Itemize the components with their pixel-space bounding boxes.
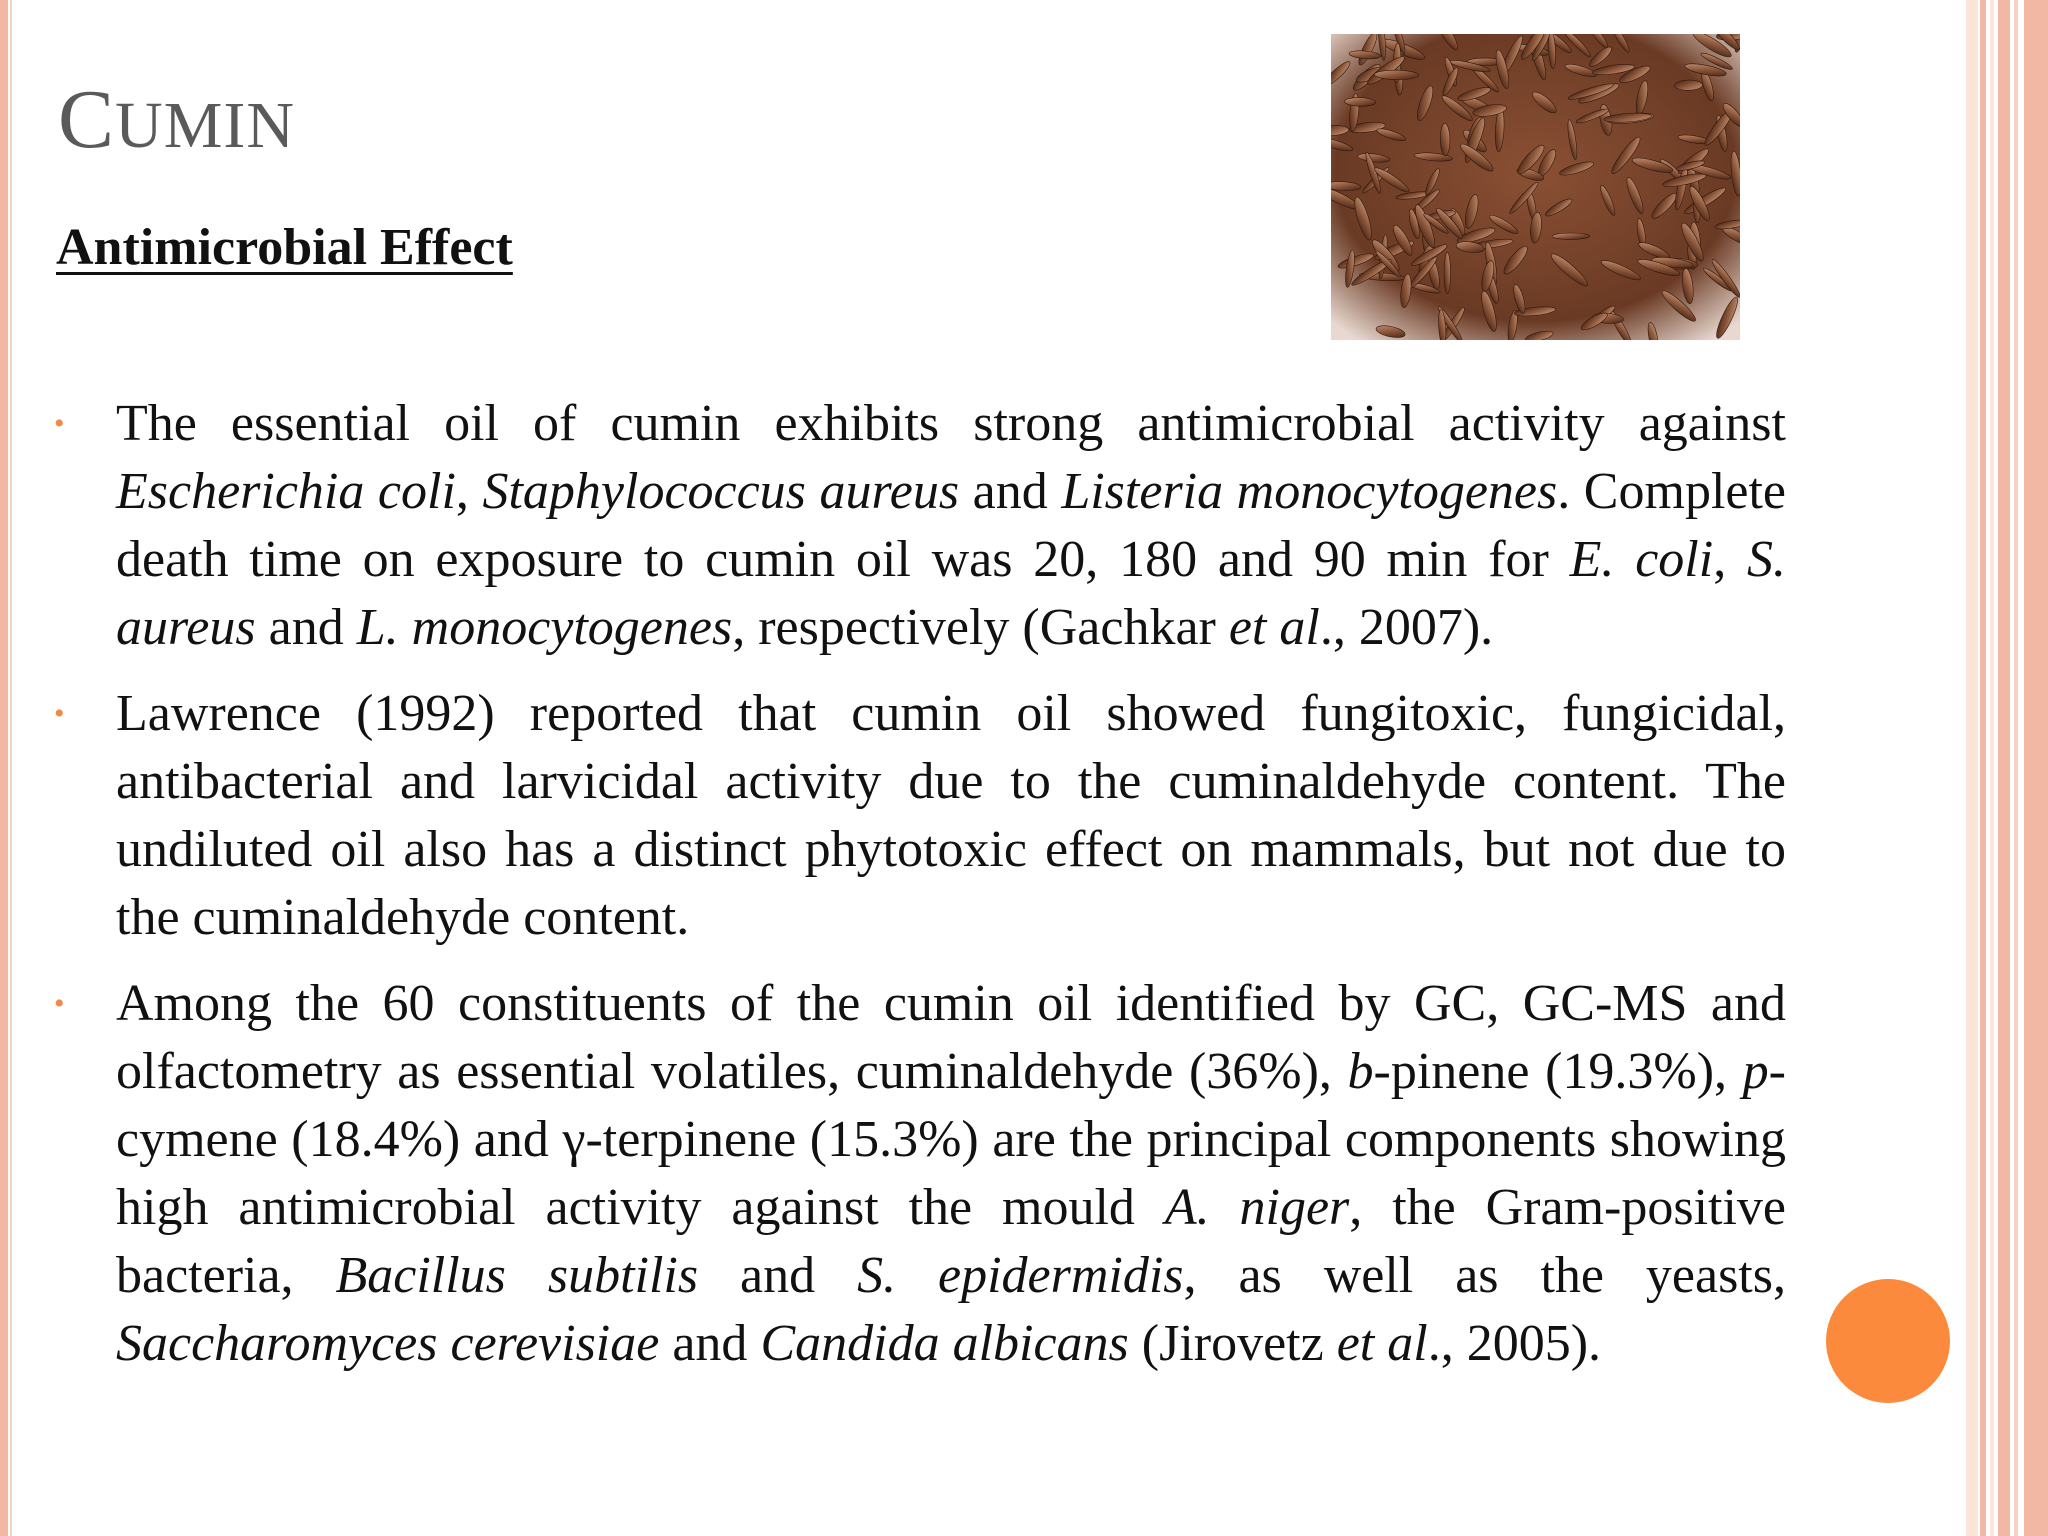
italic-text: b	[1347, 1043, 1374, 1100]
body-text: ., 2005).	[1427, 1315, 1602, 1372]
body-text: . Complete death time on exposure to cumin oil was 20, 180 and 90 min for	[116, 463, 1786, 588]
bullet-list	[0, 390, 1800, 1396]
cumin-seeds-image	[1331, 34, 1740, 340]
body-text: ,	[455, 463, 483, 520]
italic-text: p	[1742, 1043, 1769, 1100]
italic-text: S. aureus	[116, 531, 1786, 656]
italic-text: S. epidermidis	[857, 1247, 1184, 1304]
body-text: ,	[1713, 531, 1747, 588]
bullet-marker: •	[54, 987, 65, 1020]
body-text: and	[698, 1247, 858, 1304]
bullet-item	[54, 680, 1786, 952]
italic-text: et al	[1336, 1315, 1428, 1372]
italic-text: Staphylococcus aureus	[482, 463, 960, 520]
right-border-stripe	[1990, 0, 1994, 1536]
bullet-item	[54, 970, 1787, 1378]
bullet-marker: •	[54, 697, 65, 730]
italic-text: E. coli	[1569, 531, 1714, 588]
italic-text: Bacillus subtilis	[335, 1247, 699, 1304]
right-border-stripe	[2024, 0, 2048, 1536]
slide-title-initial: C	[58, 73, 116, 166]
italic-text: Escherichia coli	[116, 463, 456, 520]
slide-subtitle: Antimicrobial Effect	[56, 219, 513, 276]
italic-text: Listeria monocytogenes	[1061, 463, 1558, 520]
body-text: (Jirovetz	[1128, 1315, 1337, 1372]
bullet-marker: •	[54, 407, 65, 440]
right-border-stripe	[2014, 0, 2018, 1536]
body-text: and	[255, 599, 357, 656]
slide-title	[58, 73, 296, 166]
right-border-stripe	[1998, 0, 2010, 1536]
body-text: ., 2007).	[1319, 599, 1494, 656]
body-text: , as well as the yeasts,	[1183, 1247, 1786, 1304]
body-text: , the Gram-positive bacteria,	[116, 1179, 1787, 1304]
body-text: and	[959, 463, 1062, 520]
italic-text: A. niger	[1164, 1179, 1350, 1236]
body-text: , respectively (Gachkar	[732, 599, 1229, 656]
bullet-item	[54, 390, 1786, 662]
body-text: The essential oil of cumin exhibits strong antimicrobial activity against	[116, 395, 1786, 452]
italic-text: et al	[1228, 599, 1320, 656]
body-text: Among the 60 constituents of the cumin oil identified by GC, GC-MS and olfactometry as essential volatiles, cuminaldehyde (36%),	[116, 975, 1786, 1100]
italic-text: Candida albicans	[760, 1315, 1129, 1372]
right-border-stripe	[1980, 0, 1986, 1536]
body-text: and	[659, 1315, 761, 1372]
body-text: Lawrence (1992) reported that cumin oil showed fungitoxic, fungicidal, antibacterial and larvicidal activity due to the cuminaldehyde content. The undiluted oil also has a distinct phytotoxic effect on mammals, but not due to the cuminaldehyde content.	[116, 685, 1786, 946]
accent-circle	[1826, 1279, 1950, 1403]
slide-title-rest: UMIN	[115, 89, 296, 162]
right-border-stripe	[1966, 0, 1978, 1536]
body-text: -pinene (19.3%),	[1373, 1043, 1743, 1100]
cumin-seeds-photo	[1331, 34, 1740, 340]
italic-text: L. monocytogenes	[356, 599, 733, 656]
italic-text: Saccharomyces cerevisiae	[116, 1315, 660, 1372]
body-text: -cymene (18.4%) and γ-terpinene (15.3%) are the principal components showing high antimicrobial activity against the mould	[116, 1043, 1786, 1236]
